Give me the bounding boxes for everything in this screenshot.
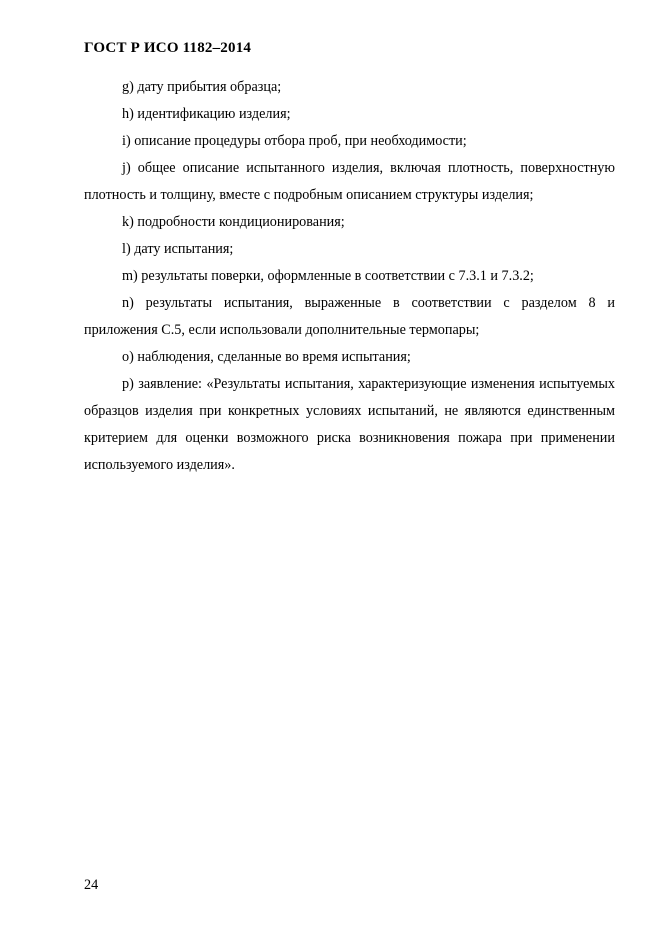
- list-item-l: l) дату испытания;: [122, 241, 234, 257]
- list-item-j: j) общее описание испытанного изделия, включая плотность, поверхностную плотность и толщину, вместе с подробным описанием структуры изделия;: [84, 160, 615, 203]
- list-item-h: h) идентификацию изделия;: [122, 106, 291, 122]
- page-number: 24: [84, 877, 99, 893]
- list-item-n: n) результаты испытания, выраженные в соответствии с разделом 8 и приложения С.5, если использовали дополнительные термопары;: [84, 295, 615, 338]
- list-item-i: i) описание процедуры отбора проб, при необходимости;: [122, 133, 467, 149]
- list-item-m: m) результаты поверки, оформленные в соответствии с 7.3.1 и 7.3.2;: [122, 268, 534, 284]
- list-item-g: g) дату прибытия образца;: [122, 79, 282, 95]
- list-item-o: o) наблюдения, сделанные во время испытания;: [122, 349, 411, 365]
- list-item-k: k) подробности кондиционирования;: [122, 214, 345, 230]
- list-item-p: p) заявление: «Результаты испытания, характеризующие изменения испытуемых образцов изделия при конкретных условиях испытаний, не являются единственным критерием для оценки возможного риска возникновения пожара при применении используемого изделия».: [84, 376, 615, 473]
- document-header: ГОСТ Р ИСО 1182–2014: [84, 40, 252, 56]
- document-body: [84, 74, 615, 479]
